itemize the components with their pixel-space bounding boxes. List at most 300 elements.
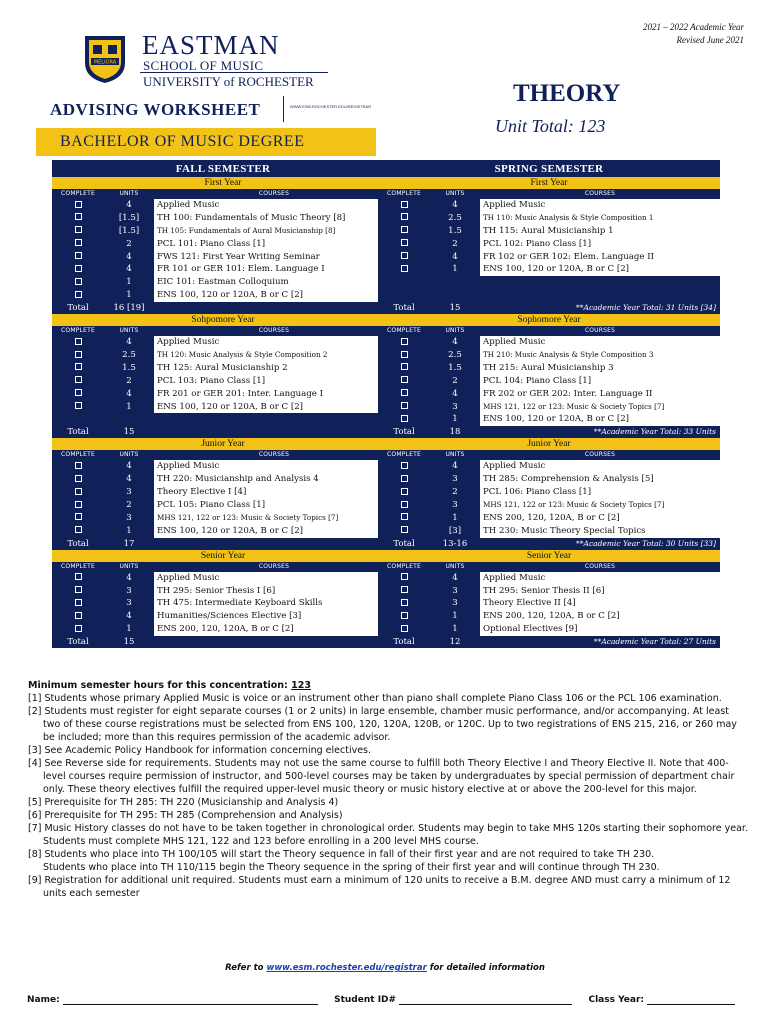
complete-checkbox[interactable] bbox=[401, 226, 408, 233]
worksheet-title: ADVISING WORKSHEET bbox=[50, 100, 261, 119]
course-row bbox=[52, 623, 394, 636]
fall-year-block bbox=[52, 438, 394, 549]
units-cell: 4 bbox=[126, 251, 132, 262]
column-header-complete: COMPLETE bbox=[387, 327, 421, 335]
complete-checkbox[interactable] bbox=[75, 599, 82, 606]
course-row bbox=[378, 349, 720, 362]
complete-checkbox[interactable] bbox=[75, 252, 82, 259]
course-cell: TH 120: Music Analysis & Style Composition 2 bbox=[154, 349, 394, 362]
units-cell: 1 bbox=[452, 414, 458, 425]
course-row bbox=[378, 362, 720, 375]
course-row bbox=[52, 263, 394, 276]
complete-checkbox[interactable] bbox=[401, 526, 408, 533]
spring-semester-table bbox=[378, 160, 720, 648]
complete-cell bbox=[52, 610, 104, 623]
complete-cell bbox=[52, 401, 104, 414]
complete-checkbox[interactable] bbox=[75, 291, 82, 298]
complete-checkbox[interactable] bbox=[75, 625, 82, 632]
course-row bbox=[378, 401, 720, 414]
total-row bbox=[52, 302, 394, 314]
complete-cell bbox=[52, 251, 104, 264]
academic-year-total bbox=[154, 426, 394, 438]
complete-checkbox[interactable] bbox=[401, 415, 408, 422]
complete-cell bbox=[52, 413, 104, 426]
complete-cell bbox=[378, 199, 430, 212]
course-cell: MHS 121, 122 or 123: Music & Society Topics [7] bbox=[154, 512, 394, 525]
complete-cell bbox=[52, 512, 104, 525]
course-cell: Applied Music bbox=[154, 460, 394, 473]
course-cell: Applied Music bbox=[480, 336, 720, 349]
units-cell: 2 bbox=[452, 487, 458, 498]
course-cell: Theory Elective I [4] bbox=[154, 486, 394, 499]
brand-school: SCHOOL OF MUSIC bbox=[143, 58, 264, 73]
units-cell: 2.5 bbox=[448, 350, 462, 361]
complete-checkbox[interactable] bbox=[75, 501, 82, 508]
footnote: [2] Students must register for eight separate courses (1 or 2 units) in large ensemble, chamber music performance, and/or accompanying. At least two of these course registrations must be selected from ENS 100, 120, 120A, 120B, or 120C. Up to two registrations of ENS 215, 216, or 260 may be included; more than this requires permission of the academic advisor. bbox=[28, 706, 737, 743]
major-title: THEORY bbox=[513, 80, 621, 107]
complete-cell bbox=[378, 572, 430, 585]
academic-year-total: **Academic Year Total: 31 Units [34] bbox=[576, 303, 716, 313]
complete-checkbox[interactable] bbox=[401, 573, 408, 580]
column-headers bbox=[52, 189, 394, 199]
complete-cell bbox=[52, 572, 104, 585]
complete-checkbox[interactable] bbox=[401, 462, 408, 469]
units-cell: 4 bbox=[126, 264, 132, 275]
complete-checkbox[interactable] bbox=[401, 513, 408, 520]
course-cell: TH 105: Fundamentals of Aural Musicianship [8] bbox=[154, 225, 394, 238]
complete-checkbox[interactable] bbox=[401, 351, 408, 358]
name-field[interactable] bbox=[63, 996, 318, 1005]
course-row bbox=[52, 289, 394, 302]
course-row bbox=[52, 486, 394, 499]
column-header-units: UNITS bbox=[119, 451, 139, 459]
total-row bbox=[52, 426, 394, 438]
complete-cell bbox=[378, 212, 430, 225]
fall-year-heading: Senior Year bbox=[52, 550, 394, 562]
units-cell: 4 bbox=[452, 200, 458, 210]
complete-checkbox[interactable] bbox=[401, 213, 408, 220]
column-header-units: UNITS bbox=[119, 327, 139, 335]
column-header-courses: COURSES bbox=[584, 451, 616, 459]
units-cell: [1.5] bbox=[118, 212, 140, 223]
units-cell: 3 bbox=[126, 512, 132, 523]
total-label: Total bbox=[393, 538, 415, 549]
course-cell bbox=[480, 276, 720, 289]
complete-checkbox[interactable] bbox=[75, 213, 82, 220]
complete-checkbox[interactable] bbox=[75, 513, 82, 520]
complete-checkbox[interactable] bbox=[401, 402, 408, 409]
academic-year-total bbox=[154, 636, 394, 648]
units-cell: 1 bbox=[126, 277, 132, 288]
complete-checkbox[interactable] bbox=[401, 501, 408, 508]
total-label: Total bbox=[393, 303, 415, 314]
total-label: Total bbox=[393, 427, 415, 438]
column-headers bbox=[378, 189, 720, 199]
complete-cell bbox=[378, 486, 430, 499]
complete-checkbox[interactable] bbox=[75, 526, 82, 533]
course-cell: FR 201 or GER 201: Inter. Language I bbox=[154, 388, 394, 401]
units-cell: 2 bbox=[126, 500, 132, 511]
empty-row bbox=[378, 289, 720, 302]
units-cell: 2 bbox=[126, 375, 132, 386]
footnote: [4] See Reverse side for requirements. Students may not use the same course to fulfill both Theory Elective I and Theory Elective II. Note that 400-level courses require permission of instructor, and 500-level courses may be taken by undergraduates by special permission of department chair only. These theory electives fulfill the required upper-level music theory or music history elective at or above the 200-level for this major. bbox=[28, 758, 735, 795]
course-cell: TH 220: Musicianship and Analysis 4 bbox=[154, 473, 394, 486]
units-cell: 2 bbox=[126, 238, 132, 249]
units-cell: 3 bbox=[452, 585, 458, 596]
spring-year-block bbox=[378, 438, 720, 549]
academic-year-total bbox=[154, 302, 394, 314]
complete-cell bbox=[378, 289, 430, 302]
complete-cell bbox=[52, 597, 104, 610]
course-cell: Applied Music bbox=[480, 460, 720, 473]
units-cell: 1.5 bbox=[122, 362, 136, 373]
student-id-label: Student ID# bbox=[334, 995, 397, 1005]
units-cell: 1 bbox=[126, 401, 132, 412]
course-cell: TH 210: Music Analysis & Style Composition 3 bbox=[480, 349, 720, 362]
footnote: [3] See Academic Policy Handbook for information concerning electives. bbox=[28, 745, 372, 756]
course-row bbox=[378, 238, 720, 251]
eastman-seal-logo bbox=[80, 33, 130, 85]
minimum-hours bbox=[28, 679, 748, 692]
complete-cell bbox=[52, 199, 104, 212]
units-cell: 1 bbox=[452, 512, 458, 523]
registrar-url-small: WWW.ESM.ROCHESTER.EDU/REGISTRAR bbox=[290, 104, 372, 109]
units-cell: 2.5 bbox=[448, 212, 462, 223]
units-cell: 4 bbox=[452, 251, 458, 262]
complete-checkbox[interactable] bbox=[75, 376, 82, 383]
name-label: Name: bbox=[27, 995, 60, 1005]
footnote: [9] Registration for additional unit required. Students must earn a minimum of 120 units to receive a B.M. degree AND must carry a minimum of 12 units each semester bbox=[28, 875, 731, 899]
course-cell: ENS 100, 120 or 120A, B or C [2] bbox=[154, 525, 394, 538]
course-row bbox=[52, 349, 394, 362]
units-cell: [3] bbox=[448, 525, 462, 536]
complete-cell bbox=[378, 263, 430, 276]
units-cell: 3 bbox=[452, 598, 458, 609]
course-cell: Applied Music bbox=[480, 572, 720, 585]
complete-checkbox[interactable] bbox=[75, 488, 82, 495]
student-id-field[interactable] bbox=[399, 996, 572, 1005]
footnotes bbox=[28, 679, 748, 900]
units-cell: 4 bbox=[452, 337, 458, 348]
course-cell: Optional Electives [9] bbox=[480, 623, 720, 636]
complete-cell bbox=[52, 289, 104, 302]
fall-year-heading: First Year bbox=[52, 177, 394, 189]
course-row bbox=[378, 623, 720, 636]
complete-cell bbox=[378, 276, 430, 289]
complete-checkbox[interactable] bbox=[401, 239, 408, 246]
total-label: Total bbox=[67, 427, 89, 438]
complete-cell bbox=[52, 499, 104, 512]
units-cell bbox=[104, 413, 154, 426]
course-cell: EIC 101: Eastman Colloquium bbox=[154, 276, 394, 289]
complete-cell bbox=[378, 460, 430, 473]
complete-checkbox[interactable] bbox=[75, 612, 82, 619]
course-row bbox=[378, 413, 720, 426]
course-cell: TH 295: Senior Thesis I [6] bbox=[154, 585, 394, 598]
complete-cell bbox=[52, 525, 104, 538]
seal-motto: MELIORA bbox=[93, 59, 117, 66]
total-label: Total bbox=[67, 637, 89, 648]
column-header-courses: COURSES bbox=[258, 190, 290, 197]
total-units: 16 [19] bbox=[113, 303, 145, 314]
complete-checkbox[interactable] bbox=[75, 402, 82, 409]
refer-suffix: for detailed information bbox=[426, 963, 545, 973]
footnote: [5] Prerequisite for TH 285: TH 220 (Musicianship and Analysis 4) bbox=[28, 797, 339, 808]
fall-year-heading: Junior Year bbox=[52, 438, 394, 450]
complete-checkbox[interactable] bbox=[75, 586, 82, 593]
course-row bbox=[52, 512, 394, 525]
registrar-link[interactable]: www.esm.rochester.edu/registrar bbox=[266, 963, 427, 973]
complete-checkbox[interactable] bbox=[75, 226, 82, 233]
course-cell: FR 202 or GER 202: Inter. Language II bbox=[480, 388, 720, 401]
brand-university: UNIVERSITY of ROCHESTER bbox=[143, 74, 314, 89]
refer-line bbox=[0, 963, 770, 973]
units-cell bbox=[430, 289, 480, 302]
total-row bbox=[52, 636, 394, 648]
course-row bbox=[52, 525, 394, 538]
course-cell: ENS 200, 120, 120A, B or C [2] bbox=[154, 623, 394, 636]
units-cell: 4 bbox=[126, 200, 132, 210]
complete-checkbox[interactable] bbox=[401, 488, 408, 495]
course-cell: Applied Music bbox=[154, 572, 394, 585]
footnote: [8] Students who place into TH 100/105 will start the Theory sequence in fall of their first year and are not required to take TH 230. bbox=[28, 849, 655, 860]
spring-semester-title: SPRING SEMESTER bbox=[494, 163, 604, 175]
column-header-complete: COMPLETE bbox=[61, 327, 95, 335]
course-row bbox=[378, 336, 720, 349]
units-cell: 1 bbox=[126, 624, 132, 635]
course-row bbox=[52, 585, 394, 598]
complete-checkbox[interactable] bbox=[401, 389, 408, 396]
course-row bbox=[378, 585, 720, 598]
complete-cell bbox=[378, 401, 430, 414]
total-units: 13-16 bbox=[442, 538, 468, 549]
fall-semester-title: FALL SEMESTER bbox=[175, 163, 271, 175]
academic-year-total bbox=[154, 538, 394, 550]
complete-cell bbox=[52, 225, 104, 238]
course-row bbox=[378, 212, 720, 225]
complete-checkbox[interactable] bbox=[75, 278, 82, 285]
complete-checkbox[interactable] bbox=[401, 265, 408, 272]
complete-cell bbox=[378, 238, 430, 251]
complete-checkbox[interactable] bbox=[401, 201, 408, 208]
units-cell: 1 bbox=[126, 290, 132, 301]
units-cell: 4 bbox=[126, 337, 132, 348]
column-header-complete: COMPLETE bbox=[61, 190, 95, 197]
units-cell: 2 bbox=[452, 375, 458, 386]
complete-checkbox[interactable] bbox=[75, 363, 82, 370]
complete-checkbox[interactable] bbox=[401, 586, 408, 593]
course-cell bbox=[480, 289, 720, 302]
units-cell: 3 bbox=[452, 500, 458, 511]
units-cell: 4 bbox=[452, 461, 458, 472]
total-row bbox=[378, 538, 720, 550]
minimum-hours-value: 123 bbox=[291, 680, 311, 691]
total-label: Total bbox=[67, 303, 89, 314]
course-row bbox=[378, 199, 720, 212]
complete-checkbox[interactable] bbox=[75, 338, 82, 345]
units-cell bbox=[430, 276, 480, 289]
column-header-courses: COURSES bbox=[258, 562, 290, 570]
course-cell: ENS 100, 120 or 120A, B or C [2] bbox=[154, 289, 394, 302]
complete-cell bbox=[378, 473, 430, 486]
course-cell: PCL 101: Piano Class [1] bbox=[154, 238, 394, 251]
course-cell: PCL 106: Piano Class [1] bbox=[480, 486, 720, 499]
complete-checkbox[interactable] bbox=[401, 376, 408, 383]
course-cell: TH 115: Aural Musicianship 1 bbox=[480, 225, 720, 238]
course-row bbox=[52, 388, 394, 401]
complete-cell bbox=[378, 336, 430, 349]
course-cell: Applied Music bbox=[154, 336, 394, 349]
complete-checkbox[interactable] bbox=[401, 363, 408, 370]
complete-cell bbox=[378, 499, 430, 512]
course-row bbox=[378, 499, 720, 512]
class-year-label: Class Year: bbox=[588, 995, 645, 1005]
class-year-field[interactable] bbox=[647, 996, 735, 1005]
course-cell: MHS 121, 122 or 123: Music & Society Topics [7] bbox=[480, 499, 720, 512]
total-units: 15 bbox=[123, 637, 135, 648]
academic-year: 2021 – 2022 Academic Year bbox=[643, 22, 744, 32]
complete-cell bbox=[378, 623, 430, 636]
units-cell: 1.5 bbox=[448, 362, 462, 373]
complete-cell bbox=[378, 585, 430, 598]
complete-cell bbox=[52, 263, 104, 276]
course-row bbox=[52, 238, 394, 251]
units-cell: 4 bbox=[126, 388, 132, 399]
units-cell: 1 bbox=[452, 611, 458, 622]
spring-year-heading: Senior Year bbox=[378, 550, 720, 562]
total-label: Total bbox=[393, 637, 415, 648]
complete-checkbox[interactable] bbox=[401, 625, 408, 632]
column-header-courses: COURSES bbox=[584, 190, 616, 197]
signature-line bbox=[27, 995, 747, 1005]
total-row bbox=[378, 302, 720, 314]
column-header-courses: COURSES bbox=[258, 327, 290, 335]
units-cell: 3 bbox=[452, 474, 458, 485]
fall-year-block bbox=[52, 550, 394, 648]
column-header-complete: COMPLETE bbox=[387, 190, 421, 197]
complete-checkbox[interactable] bbox=[75, 462, 82, 469]
course-cell: TH 110: Music Analysis & Style Composition 1 bbox=[480, 212, 720, 225]
course-cell: PCL 103: Piano Class [1] bbox=[154, 375, 394, 388]
complete-cell bbox=[378, 413, 430, 426]
course-row bbox=[378, 486, 720, 499]
course-row bbox=[52, 212, 394, 225]
course-row bbox=[52, 610, 394, 623]
complete-cell bbox=[52, 473, 104, 486]
revised-date: Revised June 2021 bbox=[676, 35, 744, 45]
course-row bbox=[378, 263, 720, 276]
units-cell: 1.5 bbox=[448, 225, 462, 236]
column-header-courses: COURSES bbox=[258, 451, 290, 459]
complete-checkbox[interactable] bbox=[75, 475, 82, 482]
complete-checkbox[interactable] bbox=[401, 475, 408, 482]
course-cell: Humanities/Sciences Elective [3] bbox=[154, 610, 394, 623]
footnote: [7] Music History classes do not have to be taken together in chronological order. Students may begin to take MHS 120s starting their sophomore year. Students must complete MHS 121, 122 and 123 before enrolling in a 200 level MHS course. bbox=[28, 823, 748, 847]
units-cell: 1 bbox=[452, 264, 458, 275]
empty-row bbox=[378, 276, 720, 289]
note-list bbox=[28, 692, 748, 900]
units-cell: 4 bbox=[126, 461, 132, 472]
complete-cell bbox=[378, 610, 430, 623]
column-header-courses: COURSES bbox=[584, 327, 616, 335]
total-units: 15 bbox=[449, 303, 461, 314]
units-cell: 3 bbox=[126, 585, 132, 596]
column-header-units: UNITS bbox=[445, 190, 465, 197]
units-cell: 3 bbox=[126, 487, 132, 498]
units-cell: 3 bbox=[452, 401, 458, 412]
column-header-courses: COURSES bbox=[584, 562, 616, 570]
course-row bbox=[378, 512, 720, 525]
complete-cell bbox=[378, 251, 430, 264]
spring-year-block bbox=[378, 550, 720, 648]
complete-checkbox[interactable] bbox=[75, 265, 82, 272]
units-cell: 1 bbox=[452, 624, 458, 635]
complete-cell bbox=[52, 388, 104, 401]
units-cell: 4 bbox=[126, 572, 132, 583]
complete-checkbox[interactable] bbox=[75, 239, 82, 246]
complete-checkbox[interactable] bbox=[401, 252, 408, 259]
column-headers bbox=[52, 326, 394, 336]
column-header-units: UNITS bbox=[445, 562, 465, 570]
fall-year-block bbox=[52, 314, 394, 438]
complete-checkbox[interactable] bbox=[75, 573, 82, 580]
course-row bbox=[378, 375, 720, 388]
units-cell: [1.5] bbox=[118, 225, 140, 236]
complete-checkbox[interactable] bbox=[401, 599, 408, 606]
complete-checkbox[interactable] bbox=[75, 201, 82, 208]
complete-checkbox[interactable] bbox=[75, 351, 82, 358]
course-cell: Applied Music bbox=[480, 199, 720, 212]
complete-checkbox[interactable] bbox=[401, 612, 408, 619]
complete-cell bbox=[52, 623, 104, 636]
academic-year-info bbox=[643, 21, 744, 47]
course-cell: ENS 100, 120 or 120A, B or C [2] bbox=[480, 263, 720, 276]
course-row bbox=[52, 375, 394, 388]
minimum-hours-label: Minimum semester hours for this concentration: bbox=[28, 680, 292, 691]
course-row bbox=[52, 251, 394, 264]
degree-title: BACHELOR OF MUSIC DEGREE bbox=[60, 133, 305, 150]
academic-year-total: **Academic Year Total: 30 Units [33] bbox=[576, 538, 716, 548]
empty-row bbox=[52, 413, 394, 426]
units-cell: 2 bbox=[452, 238, 458, 249]
course-row bbox=[52, 460, 394, 473]
complete-cell bbox=[378, 525, 430, 538]
complete-checkbox[interactable] bbox=[401, 338, 408, 345]
footnote: [6] Prerequisite for TH 295: TH 285 (Comprehension and Analysis) bbox=[28, 810, 343, 821]
complete-cell bbox=[52, 276, 104, 289]
course-cell: ENS 200, 120, 120A, B or C [2] bbox=[480, 512, 720, 525]
spring-year-block bbox=[378, 314, 720, 438]
course-row bbox=[52, 276, 394, 289]
course-cell: Applied Music bbox=[154, 199, 394, 212]
complete-cell bbox=[52, 486, 104, 499]
course-cell: TH 215: Aural Musicianship 3 bbox=[480, 362, 720, 375]
course-cell: TH 100: Fundamentals of Music Theory [8] bbox=[154, 212, 394, 225]
total-units: 17 bbox=[123, 538, 135, 549]
spring-year-heading: First Year bbox=[378, 177, 720, 189]
complete-cell bbox=[52, 585, 104, 598]
complete-cell bbox=[52, 375, 104, 388]
units-cell: 4 bbox=[126, 474, 132, 485]
complete-checkbox[interactable] bbox=[75, 389, 82, 396]
course-cell: TH 230: Music Theory Special Topics bbox=[480, 525, 720, 538]
course-cell: PCL 104: Piano Class [1] bbox=[480, 375, 720, 388]
refer-prefix: Refer to bbox=[225, 963, 267, 973]
complete-cell bbox=[52, 349, 104, 362]
column-headers bbox=[52, 562, 394, 572]
units-cell: 2.5 bbox=[122, 350, 136, 361]
units-cell: 4 bbox=[452, 388, 458, 399]
